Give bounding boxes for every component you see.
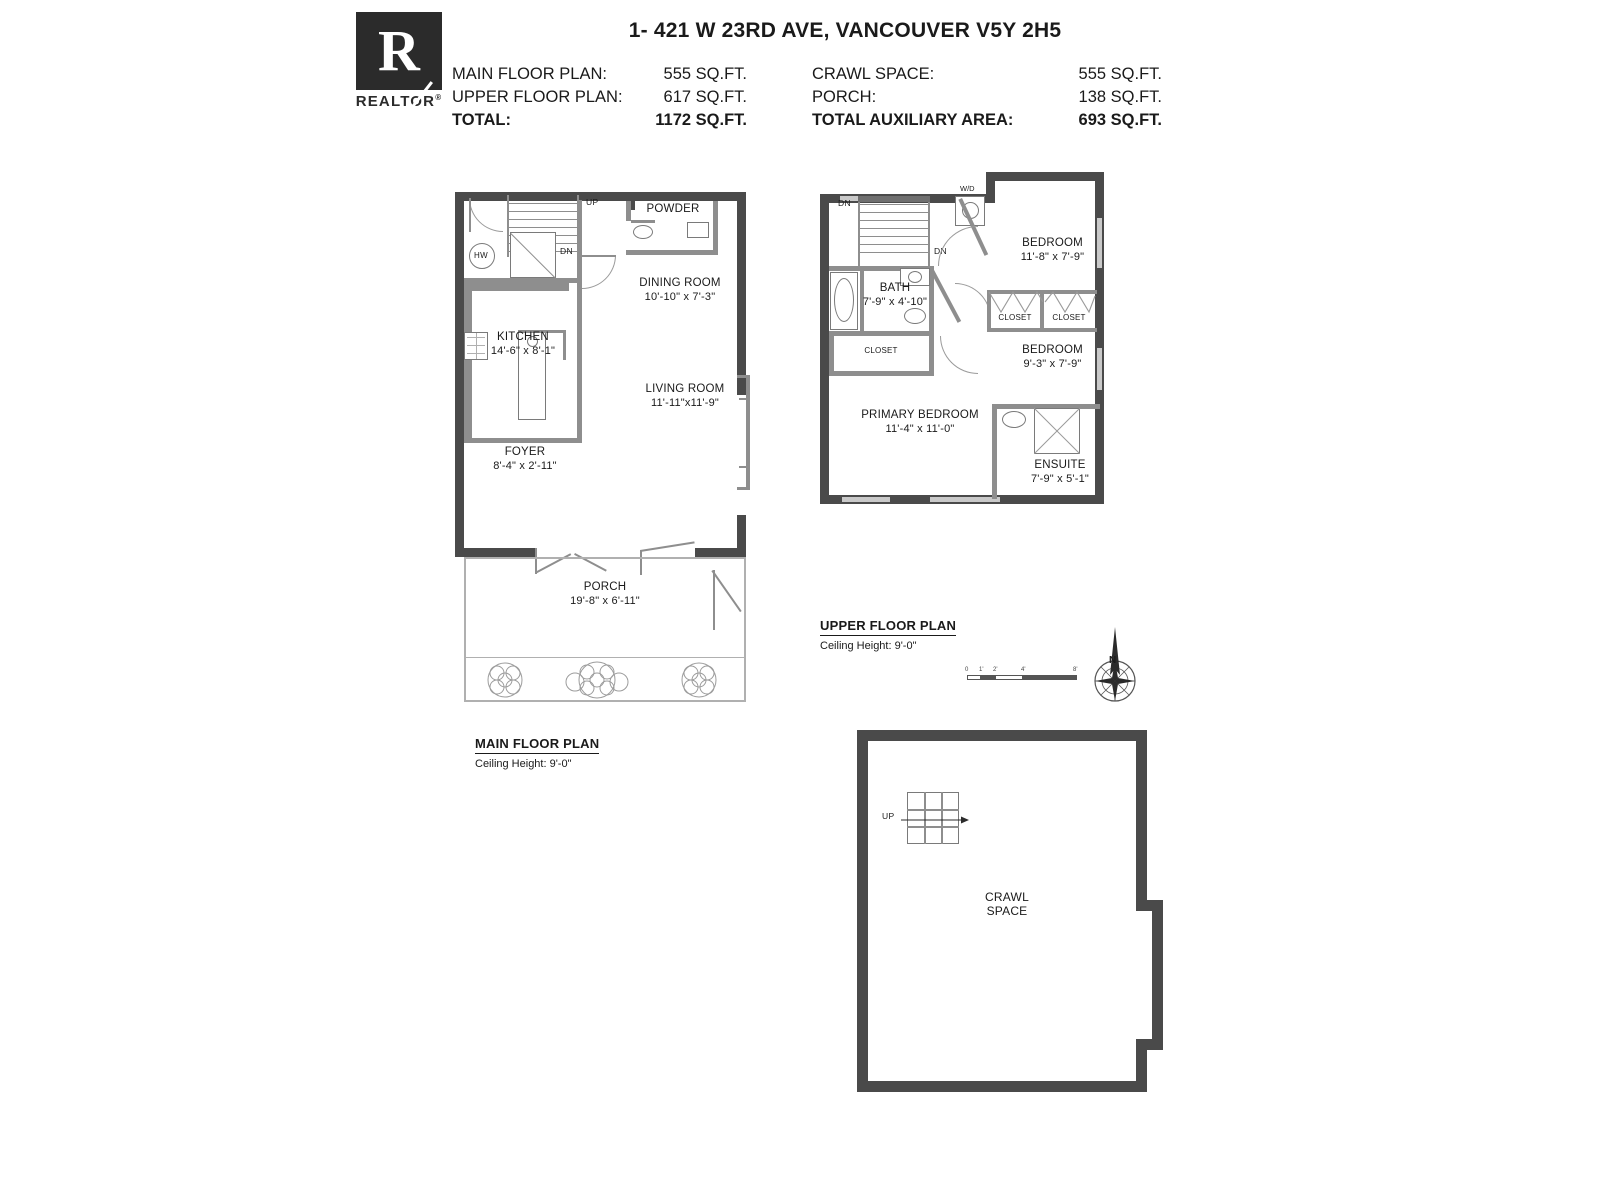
wall-bottom-right — [695, 548, 746, 557]
kitchen-counter-top — [464, 283, 569, 291]
crawl-stair-riser — [907, 809, 959, 811]
realtor-trademark: ® — [435, 93, 443, 102]
room-name: KITCHEN — [497, 331, 549, 343]
wall-crawl-left — [857, 730, 868, 1092]
ensuite-sink-icon — [1002, 411, 1026, 428]
closet-label-2: CLOSET — [1052, 313, 1086, 322]
room-label-crawl-space — [952, 890, 1062, 918]
sink-icon — [687, 222, 709, 238]
wall-exterior-top-right — [986, 172, 1104, 181]
spec-value: 555 SQ.FT. — [1078, 65, 1162, 83]
main-floor-plan-drawing — [455, 170, 765, 730]
scale-tick-0: 0 — [965, 667, 969, 673]
stair-step — [858, 204, 929, 205]
room-dimension: 11'-8" x 7'-9" — [1020, 251, 1085, 263]
wall-powder-bottom — [626, 250, 718, 255]
spec-label: TOTAL AUXILIARY AREA: — [812, 111, 1014, 129]
room-label-bedroom-2 — [1000, 343, 1105, 371]
room-label-foyer — [465, 445, 585, 473]
porch-edge-right — [744, 557, 746, 702]
room-dimension: 7'-9" x 5'-1" — [1030, 473, 1090, 485]
room-dimension: 11'-4" x 11'-0" — [885, 423, 955, 435]
closet-label-hall: CLOSET — [864, 346, 898, 355]
scale-segment — [967, 675, 981, 680]
room-name: LIVING ROOM — [645, 383, 725, 395]
spec-value: 1172 SQ.FT. — [655, 111, 747, 129]
wall-closet-right — [929, 336, 934, 376]
front-door-panel — [574, 553, 607, 572]
stair-step — [507, 227, 578, 228]
room-label-bedroom-1 — [995, 236, 1110, 264]
page-title: 1- 421 W 23RD AVE, VANCOUVER V5Y 2H5 — [628, 19, 1062, 42]
spec-label: UPPER FLOOR PLAN: — [452, 88, 623, 106]
toilet-icon — [633, 225, 653, 239]
stair-step — [507, 219, 578, 220]
spec-value: 138 SQ.FT. — [1078, 88, 1162, 106]
scale-segment — [981, 675, 995, 680]
bay-window-bottom — [737, 487, 750, 490]
spec-row-total — [812, 109, 1162, 132]
door-leaf — [469, 198, 471, 232]
room-label-living-room — [605, 382, 765, 410]
porch-edge-top — [464, 557, 746, 559]
wall-exterior-top-right — [626, 192, 746, 201]
realtor-r-letter: R — [378, 18, 420, 83]
spec-row — [812, 86, 1162, 109]
crawl-space-drawing — [857, 730, 1167, 1100]
room-label-primary-bedroom — [840, 408, 1000, 436]
main-floor-caption: MAIN FLOOR PLAN — [475, 736, 599, 754]
scale-tick-1: 1' — [979, 667, 984, 673]
stair-step — [858, 252, 929, 253]
room-name: FOYER — [504, 446, 546, 458]
stair-up-marker: UP — [586, 197, 599, 207]
door-swing-arc — [940, 336, 978, 374]
spec-table-left — [452, 63, 747, 132]
room-name: ENSUITE — [1034, 459, 1086, 471]
spec-label: TOTAL: — [452, 111, 511, 129]
room-dimension: 19'-8" x 6'-11" — [570, 595, 640, 607]
window-opening — [842, 497, 890, 502]
room-name: BEDROOM — [1022, 237, 1083, 249]
upper-floor-ceiling-height: Ceiling Height: 9'-0" — [820, 640, 917, 652]
porch-rail — [713, 570, 715, 630]
stair-head-wall — [858, 196, 930, 202]
hot-water-label: HW — [474, 251, 488, 260]
crawl-stair-direction-arrow — [901, 814, 971, 826]
upper-floor-caption: UPPER FLOOR PLAN — [820, 618, 956, 636]
realtor-r-mark — [356, 12, 442, 90]
spec-label: MAIN FLOOR PLAN: — [452, 65, 607, 83]
porch-stair-diagonal — [711, 570, 741, 612]
scale-bar — [967, 667, 1077, 685]
door-swing-arc — [938, 226, 978, 266]
room-dimension: 14'-6" x 8'-1" — [490, 345, 556, 357]
toilet-tank — [631, 220, 655, 223]
realtor-wordmark — [349, 93, 449, 110]
spec-row — [812, 63, 1162, 86]
page-margin-right — [1265, 0, 1600, 1200]
room-name: PORCH — [583, 581, 627, 593]
wall-exterior-right-bottom — [1095, 408, 1104, 504]
room-label-porch — [530, 580, 680, 608]
wall-closet-bottom — [829, 371, 934, 376]
stair-step — [507, 203, 578, 204]
room-label-kitchen-main — [468, 330, 578, 358]
compass-rose — [1075, 625, 1155, 705]
stair-step — [858, 228, 929, 229]
spec-label: CRAWL SPACE: — [812, 65, 935, 83]
floorplan-sheet — [335, 0, 1265, 1200]
compass-north-label: N — [1109, 655, 1117, 666]
scale-segment — [995, 675, 1023, 680]
page-margin-left — [0, 0, 335, 1200]
stair-step — [858, 212, 929, 213]
scale-tick-4: 8' — [1073, 667, 1078, 673]
door-swing-arc — [955, 283, 991, 319]
washer-dryer-label: W/D — [960, 184, 975, 193]
stair-outline-right — [928, 196, 930, 266]
closet-door-zigzag — [987, 290, 1097, 316]
closet-label-1: CLOSET — [998, 313, 1032, 322]
scale-tick-2: 2' — [993, 667, 998, 673]
wall-exterior-left — [820, 194, 829, 504]
patio-door-panel — [640, 541, 695, 552]
crawl-label-line2: SPACE — [986, 904, 1028, 918]
spec-row-total — [452, 109, 747, 132]
upper-floor-plan-drawing — [820, 168, 1120, 588]
spec-table-right — [812, 63, 1162, 132]
room-name: PRIMARY BEDROOM — [861, 409, 979, 421]
wall-crawl-right-upper — [1136, 730, 1147, 910]
door-swing-arc — [469, 198, 503, 232]
toilet-icon — [904, 308, 926, 324]
room-label-ensuite — [1005, 458, 1115, 486]
wall-interior-kitchen-right — [577, 283, 582, 443]
spec-value: 617 SQ.FT. — [663, 88, 747, 106]
landscaping-shrubs — [467, 658, 743, 702]
scale-tick-3: 4' — [1021, 667, 1026, 673]
patio-door-leaf — [640, 550, 642, 575]
porch-edge-left — [464, 557, 466, 702]
room-dimension: 9'-3" x 7'-9" — [1023, 358, 1082, 370]
sheet-header — [335, 0, 1265, 150]
room-dimension: 8'-4" x 2'-11" — [493, 460, 557, 472]
window-opening — [930, 497, 1000, 502]
stair-step — [858, 244, 929, 245]
main-floor-ceiling-height: Ceiling Height: 9'-0" — [475, 758, 572, 770]
stair-step — [858, 236, 929, 237]
crawl-stair-riser — [907, 826, 959, 828]
crawl-label-line1: CRAWL — [985, 890, 1029, 904]
wall-exterior-left — [455, 192, 464, 557]
room-name: BATH — [879, 282, 911, 294]
wall-bath-bottom — [829, 331, 934, 336]
wall-crawl-bottom — [857, 1081, 1147, 1092]
spec-row — [452, 63, 747, 86]
wall-crawl-top — [857, 730, 1147, 741]
spec-row — [452, 86, 747, 109]
stair-down-marker-2: DN — [934, 246, 947, 256]
stair-step — [507, 211, 578, 212]
room-dimension: 7'-9" x 4'-10" — [862, 296, 928, 308]
wall-bottom-left — [455, 548, 535, 557]
stair-down-marker: DN — [838, 198, 851, 208]
stair-down-marker: DN — [560, 246, 573, 256]
kitchen-counter-left — [464, 283, 472, 438]
room-name: BEDROOM — [1022, 344, 1083, 356]
stair-outline-left — [858, 196, 860, 266]
spec-value: 693 SQ.FT. — [1078, 111, 1162, 129]
shower-diagonals — [1034, 408, 1080, 454]
bay-window-top — [737, 375, 750, 378]
room-label-powder — [618, 202, 728, 216]
room-dimension: 11'-11"x11'-9" — [650, 397, 719, 409]
room-label-dining-room — [600, 276, 760, 304]
wall-crawl-right-lower — [1152, 900, 1163, 1050]
scale-segment — [1023, 675, 1077, 680]
room-name: DINING ROOM — [639, 277, 721, 289]
door-leaf — [582, 255, 616, 257]
window-mullion — [739, 466, 746, 468]
realtor-logo — [349, 12, 449, 117]
wall-closet-left — [829, 336, 834, 376]
room-label-bath — [840, 281, 950, 309]
room-dimension: 10'-10" x 7'-3" — [644, 291, 716, 303]
room-name: POWDER — [646, 203, 700, 215]
wall-interior-foyer-top — [464, 438, 582, 443]
stair-step — [858, 220, 929, 221]
spec-label: PORCH: — [812, 88, 877, 106]
spec-value: 555 SQ.FT. — [663, 65, 747, 83]
crawl-up-marker: UP — [882, 811, 895, 821]
realtor-word-text: REALTOR — [355, 93, 436, 110]
